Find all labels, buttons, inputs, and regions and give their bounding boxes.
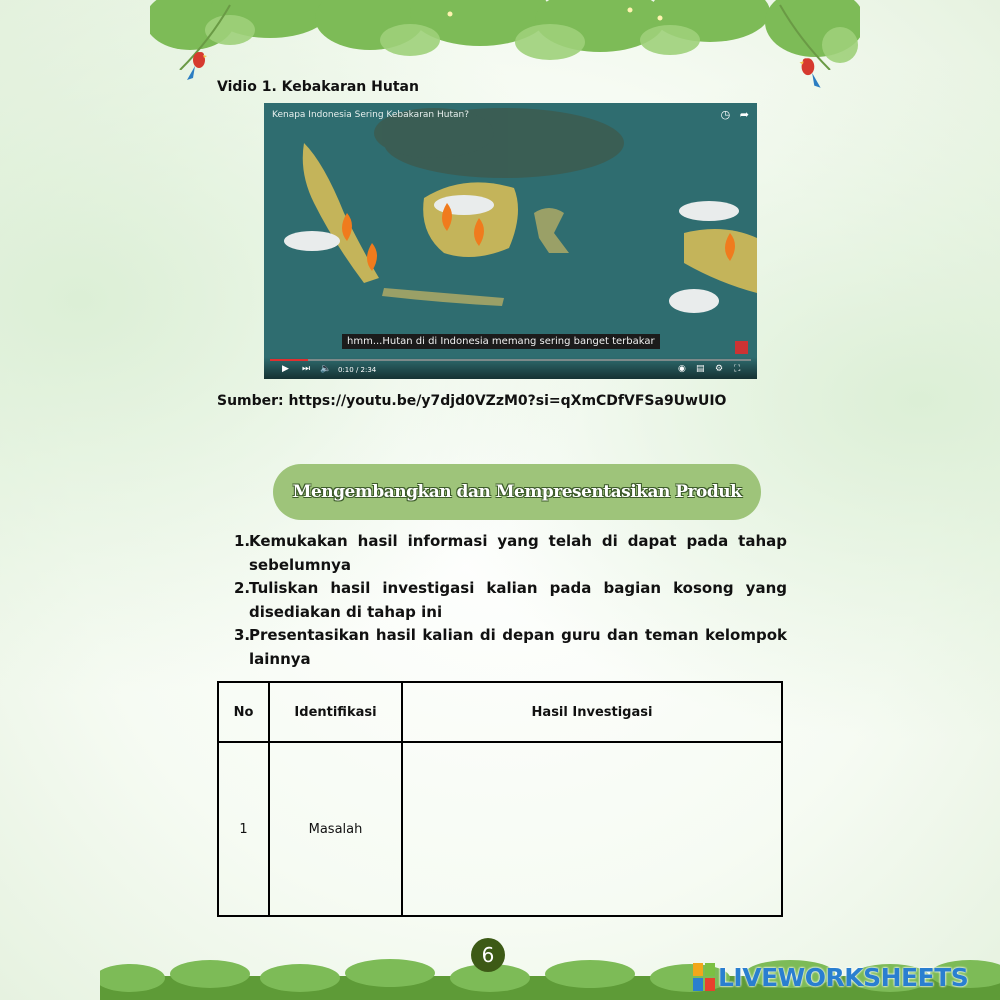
video-controls	[264, 357, 757, 379]
cell-no: 1	[218, 742, 269, 916]
settings-gear-icon[interactable]: ⚙	[715, 364, 724, 374]
video-caption-label: Vidio 1. Kebakaran Hutan	[217, 79, 419, 95]
table-header-row	[218, 682, 782, 742]
section-heading-pill	[273, 464, 761, 520]
answer-input-cell[interactable]	[402, 742, 782, 916]
next-icon[interactable]: ⏭	[302, 364, 311, 374]
video-progress-fill	[270, 359, 308, 361]
liveworksheets-logo	[693, 960, 968, 994]
autoplay-toggle-icon[interactable]: ◉	[678, 364, 686, 374]
header-no: No	[218, 682, 269, 742]
share-icon[interactable]: ➦	[739, 108, 749, 121]
clock-icon[interactable]: ◷	[720, 108, 731, 121]
video-title: Kenapa Indonesia Sering Kebakaran Hutan?	[272, 110, 469, 120]
brand-name: LIVEWORKSHEETS	[718, 962, 969, 992]
list-item: 3. Presentasikan hasil kalian di depan guru dan teman kelompok lainnya	[234, 626, 787, 668]
header-identifikasi: Identifikasi	[269, 682, 402, 742]
page-number-badge: 6	[471, 938, 505, 972]
liveworksheets-icon	[693, 963, 715, 991]
channel-watermark-icon	[735, 341, 748, 354]
section-heading: Mengembangkan dan Mempresentasikan Produk	[292, 482, 742, 502]
list-item: 2. Tuliskan hasil investigasi kalian pada bagian kosong yang disediakan di tahap ini	[234, 579, 787, 621]
instruction-list	[234, 530, 787, 671]
leaf-border-decoration	[150, 0, 860, 70]
header-hasil-investigasi: Hasil Investigasi	[402, 682, 782, 742]
table-row	[218, 742, 782, 916]
fullscreen-icon[interactable]: ⛶	[734, 364, 741, 374]
list-item: 1. Kemukakan hasil informasi yang telah di dapat pada tahap sebelumnya	[234, 532, 787, 574]
volume-icon[interactable]: 🔈	[320, 364, 332, 374]
play-icon[interactable]: ▶	[282, 364, 289, 374]
video-player[interactable]	[264, 103, 757, 379]
video-progress-bar[interactable]	[270, 359, 751, 361]
video-time: 0:10 / 2:34	[338, 366, 377, 374]
video-source-link[interactable]: Sumber: https://youtu.be/y7djd0VZzM0?si=qXmCDfVFSa9UwUIO	[217, 393, 727, 409]
parrot-right-icon	[793, 54, 825, 92]
investigation-table	[217, 681, 783, 917]
cell-identifikasi: Masalah	[269, 742, 402, 916]
video-subtitle: hmm...Hutan di di Indonesia memang sering banget terbakar	[342, 334, 660, 349]
parrot-left-icon	[183, 48, 213, 84]
subtitles-icon[interactable]: ▤	[696, 364, 705, 374]
